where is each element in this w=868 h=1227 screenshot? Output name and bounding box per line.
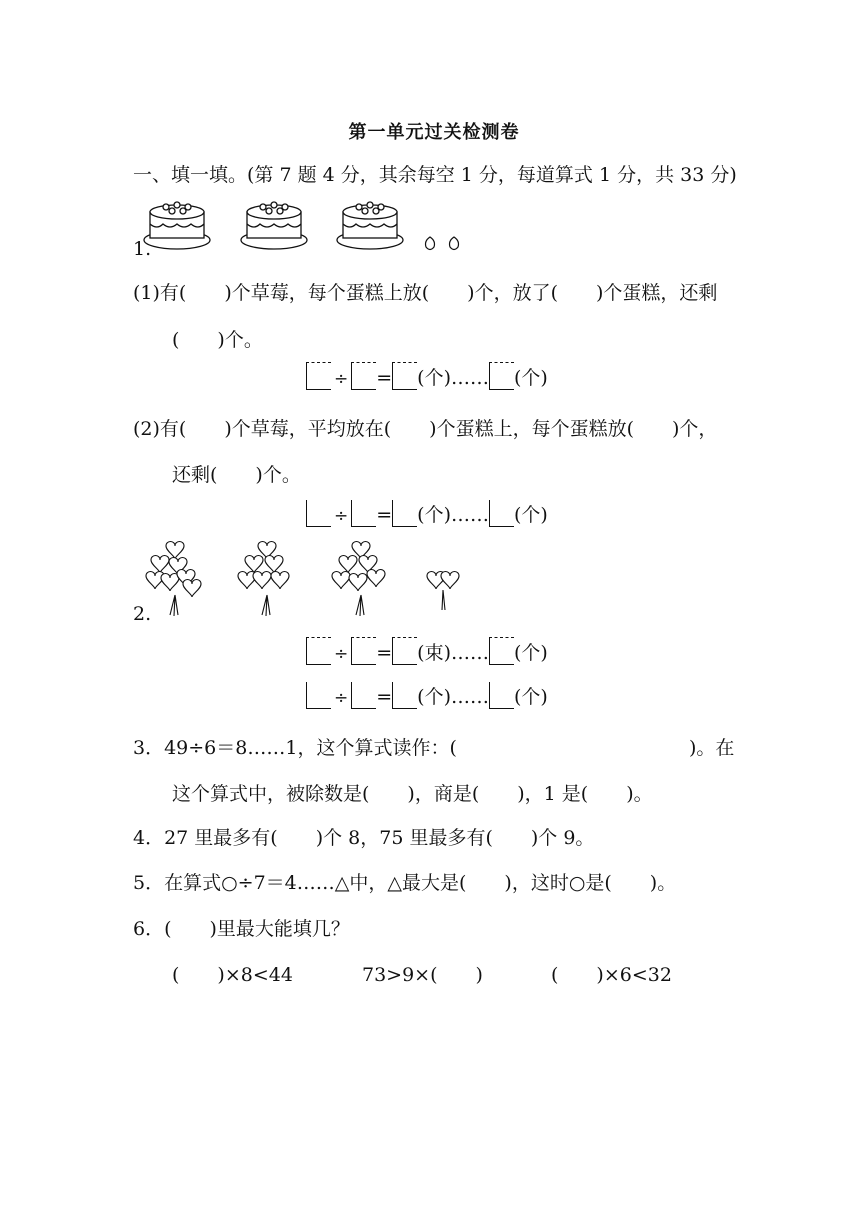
equation-3: ÷ = (束)…… (个) <box>306 637 548 665</box>
question-1-part1-line1: (1)有( )个草莓，每个蛋糕上放( )个，放了( )个蛋糕，还剩 <box>133 282 718 304</box>
balloon-bunch-icon <box>332 542 385 617</box>
balloons-illustration <box>140 540 480 622</box>
answer-box[interactable] <box>306 682 331 709</box>
balloon-bunch-icon <box>238 542 289 617</box>
question-1-part2-line2: 还剩( )个。 <box>172 464 301 486</box>
strawberry-icon <box>426 237 459 250</box>
answer-box[interactable] <box>392 637 417 665</box>
question-2-number: 2. <box>133 603 152 625</box>
equation-1: ÷ = (个)…… (个) <box>306 362 548 390</box>
question-5: 5．在算式○÷7＝4……△中，△最大是( )，这时○是( )。 <box>133 872 677 894</box>
balloon-bunch-icon <box>146 542 201 617</box>
question-6-item-c: ( )×6<32 <box>551 964 672 986</box>
answer-box[interactable] <box>489 362 514 390</box>
answer-box[interactable] <box>351 362 376 390</box>
cake-icon <box>144 202 210 249</box>
answer-box[interactable] <box>489 500 514 527</box>
question-3-line2: 这个算式中，被除数是( )，商是( )，1 是( )。 <box>172 783 653 805</box>
page-title: 第一单元过关检测卷 <box>348 122 520 143</box>
question-1-part1-line2: ( )个。 <box>172 329 263 351</box>
answer-box[interactable] <box>392 362 417 390</box>
question-6-item-a: ( )×8<44 <box>172 964 293 986</box>
answer-box[interactable] <box>351 637 376 665</box>
question-4: 4．27 里最多有( )个 8，75 里最多有( )个 9。 <box>133 827 595 849</box>
answer-box[interactable] <box>489 637 514 665</box>
answer-box[interactable] <box>392 500 417 527</box>
balloon-pair-icon <box>427 572 459 611</box>
question-1-part2-line1: (2)有( )个草莓，平均放在( )个蛋糕上，每个蛋糕放( )个， <box>133 418 718 440</box>
equation-2: ÷ = (个)…… (个) <box>306 500 548 527</box>
equation-4: ÷ = (个)…… (个) <box>306 682 548 709</box>
question-1-number: 1. <box>133 238 152 260</box>
answer-box[interactable] <box>351 500 376 527</box>
answer-box[interactable] <box>306 500 331 527</box>
answer-box[interactable] <box>489 682 514 709</box>
question-3-line1: 3．49÷6＝8……1，这个算式读作：( <box>133 737 457 759</box>
answer-box[interactable] <box>306 362 331 390</box>
answer-box[interactable] <box>392 682 417 709</box>
question-6-item-b: 73>9×( ) <box>362 964 483 986</box>
answer-box[interactable] <box>306 637 331 665</box>
cake-icon <box>241 202 307 249</box>
cakes-illustration <box>142 198 472 258</box>
cake-icon <box>337 202 403 249</box>
section-heading: 一、填一填。(第 7 题 4 分，其余每空 1 分，每道算式 1 分，共 33 分) <box>133 164 737 186</box>
answer-box[interactable] <box>351 682 376 709</box>
question-3-line1-end: )。在 <box>689 737 735 759</box>
question-6-line1: 6．( )里最大能填几？ <box>133 918 350 940</box>
